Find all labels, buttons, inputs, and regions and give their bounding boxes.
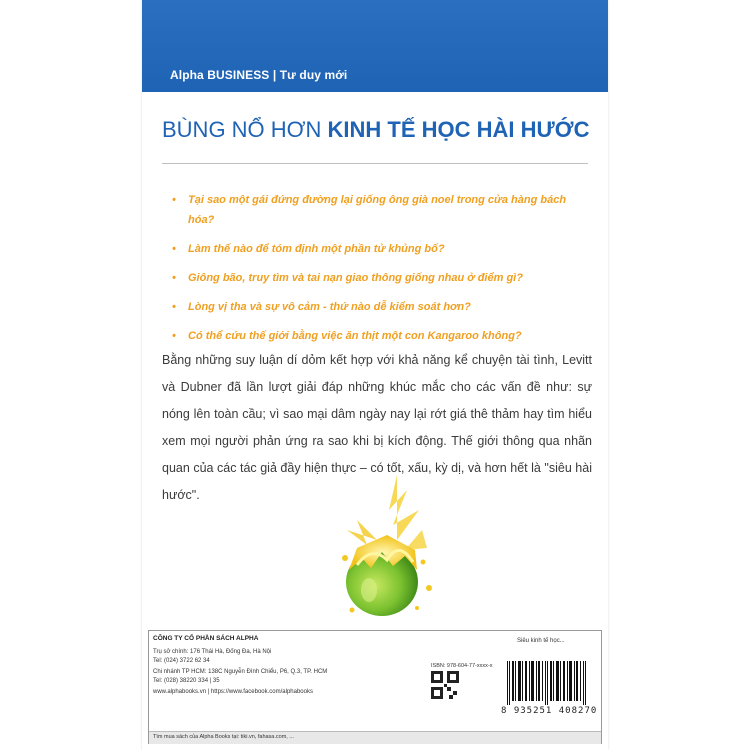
- barcode-icon: [505, 661, 591, 705]
- bullet-icon: •: [172, 330, 176, 342]
- bullet-icon: •: [172, 272, 176, 284]
- title-part-bold: KINH TẾ HỌC HÀI HƯỚC: [327, 117, 590, 142]
- bullet-icon: •: [172, 243, 176, 255]
- branch-address: Chi nhánh TP HCM: 138C Nguyễn Đình Chiểu, P6, Q.3, TP. HCM: [153, 669, 328, 675]
- publisher-footer: [148, 630, 602, 744]
- isbn-label: ISBN: 978-604-77-xxxx-x: [431, 663, 493, 669]
- description-paragraph: Bằng những suy luận dí dỏm kết hợp với khả năng kể chuyện tài tình, Levitt và Dubner đã lần lượt giải đáp những khúc mắc cho các vấn đề như: sự nóng lên toàn cầu; vì sao mại dâm ngày nay lại rớt giá thê thảm hay tìm hiểu xem mọi người phản ứng ra sao khi bị kích động. Thế giới thông qua nhãn quan của các tác giả đầy hiện thực – có tốt, xấu, kỳ dị, và hơn hết là "siêu hài hước".: [162, 353, 592, 502]
- bullet-icon: •: [172, 301, 176, 313]
- footer-bottom-strip: [149, 731, 601, 744]
- retailer-note: Tìm mua sách của Alpha Books tại: tiki.vn, fahasa.com, ...: [153, 734, 294, 740]
- book-back-cover: [142, 0, 608, 750]
- hq-phone: Tel: (024) 3722 62 34: [153, 658, 210, 664]
- book-title: [162, 117, 592, 143]
- question-item: • Làm thế nào để tóm định một phần tử khủng bố?: [172, 239, 592, 259]
- title-divider: [162, 163, 588, 164]
- question-list: [172, 190, 592, 355]
- question-item: • Tại sao một gái đứng đường lại giống ông già noel trong cửa hàng bách hóa?: [172, 190, 592, 230]
- exploding-egg-illustration: [327, 470, 437, 620]
- website-links: www.alphabooks.vn | https://www.facebook.com/alphabooks: [153, 689, 313, 695]
- book-tagline: Siêu kinh tế học...: [517, 638, 565, 644]
- hq-address: Trụ sở chính: 176 Thái Hà, Đống Đa, Hà Nội: [153, 649, 272, 655]
- question-item: • Lòng vị tha và sự vô cảm - thứ nào dễ kiểm soát hơn?: [172, 297, 592, 317]
- publisher-name: CÔNG TY CỔ PHẦN SÁCH ALPHA: [153, 635, 259, 642]
- question-item: • Giông bão, truy tìm và tai nạn giao thông giống nhau ở điểm gì?: [172, 268, 592, 288]
- bullet-icon: •: [172, 194, 176, 206]
- branch-phone: Tel: (028) 38220 334 | 35: [153, 678, 220, 684]
- qr-code-icon: [431, 671, 459, 699]
- title-part-light: BÙNG NỔ HƠN: [162, 117, 328, 142]
- barcode-number: 8 935251 408270: [501, 706, 598, 716]
- question-item: • Có thể cứu thế giới bằng việc ăn thịt một con Kangaroo không?: [172, 326, 592, 346]
- header-band: [142, 0, 608, 92]
- series-label: Alpha BUSINESS | Tư duy mới: [170, 68, 348, 82]
